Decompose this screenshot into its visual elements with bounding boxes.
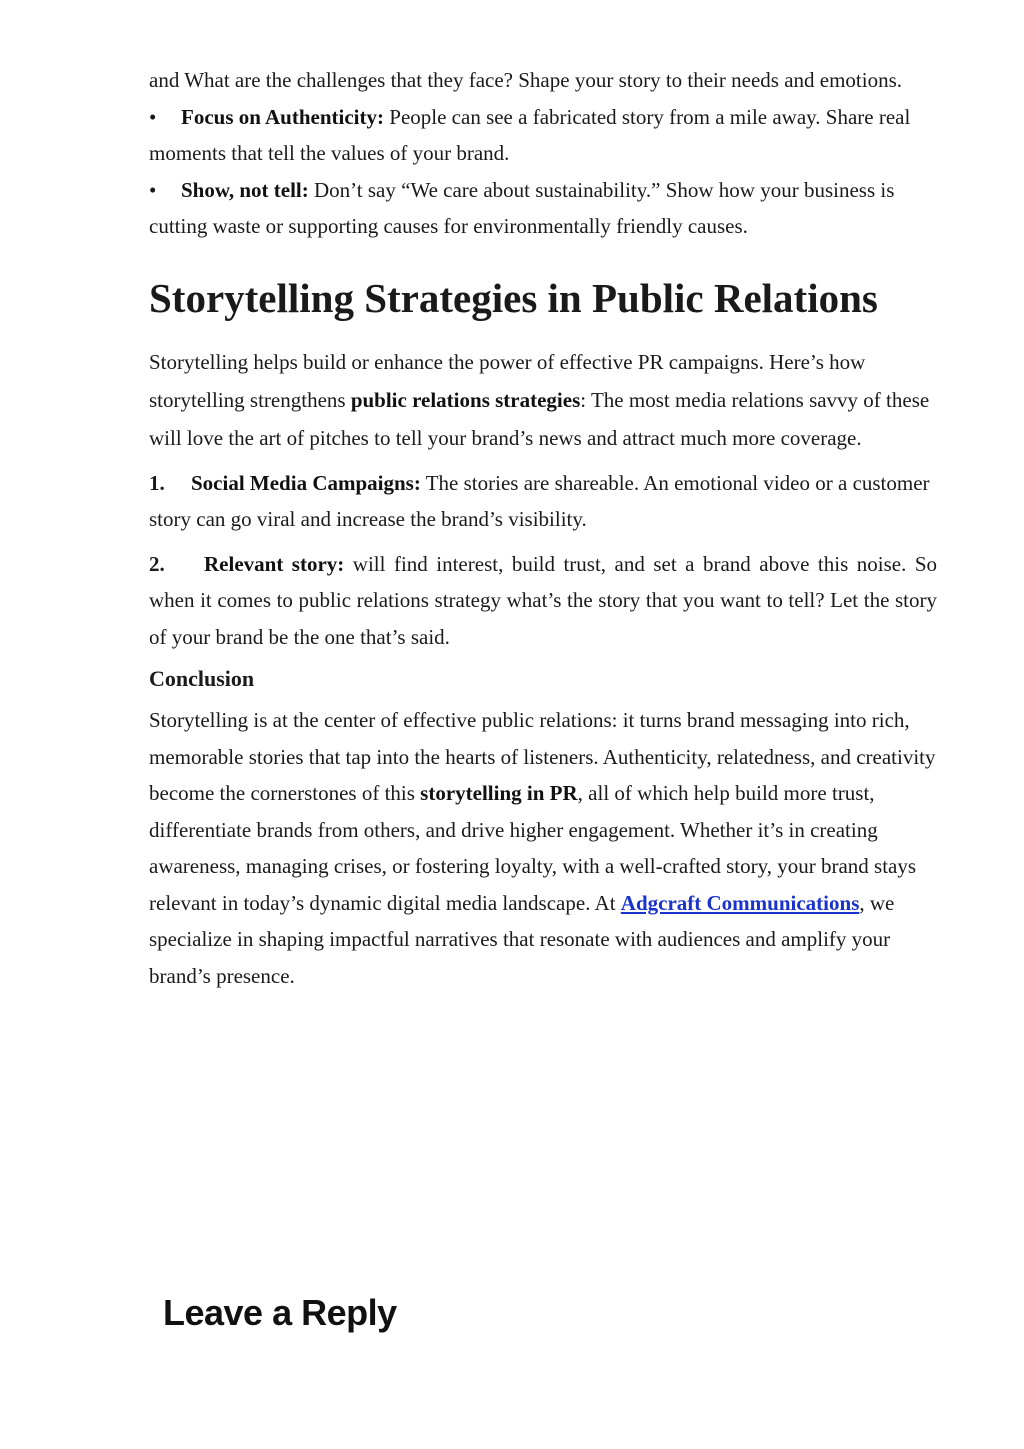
bullet-label: Show, not tell: xyxy=(181,177,309,202)
item-number: 1. xyxy=(149,470,165,495)
section-heading: Storytelling Strategies in Public Relations xyxy=(149,274,878,321)
numbered-item-1 xyxy=(149,465,937,538)
item-text: The stories are shareable. An emotional video or a customer story can go viral and increase the brand’s visibility. xyxy=(149,470,930,531)
bullet-show-not-tell xyxy=(149,172,937,245)
bullet-label: Focus on Authenticity: xyxy=(181,104,385,129)
bullet-authenticity xyxy=(149,99,937,172)
conclusion-text: Storytelling is at the center of effective public relations: it turns brand messaging into rich, memorable stories that tap into the hearts of listeners. Authenticity, relatedness, and creativity become the cornerstones of this xyxy=(149,708,936,805)
bullet-symbol: • xyxy=(149,104,157,129)
adgcraft-link[interactable]: Adgcraft Communications xyxy=(620,890,860,915)
paragraph-bold: public relations strategies xyxy=(350,387,581,412)
intro-continuation: and What are the challenges that they face? Shape your story to their needs and emotions. xyxy=(149,68,903,92)
item-label: Social Media Campaigns: xyxy=(191,470,421,495)
bullet-symbol: • xyxy=(149,177,157,202)
bullet-text: People can see a fabricated story from a mile away. Share real moments that tell the values of your brand. xyxy=(149,104,911,165)
section-paragraph xyxy=(149,343,937,457)
article-body xyxy=(149,62,937,994)
conclusion-text: , we specialize in shaping impactful narratives that resonate with audiences and amplify your brand’s presence. xyxy=(149,890,895,988)
item-text: will find interest, build trust, and set a brand above this noise. So when it comes to public relations strategy what’s the story that you want to tell? Let the story of your brand be the one that’s said. xyxy=(149,551,937,649)
numbered-item-2 xyxy=(149,546,937,656)
bullet-text: Don’t say “We care about sustainability.” Show how your business is cutting waste or supporting causes for environmentally friendly causes. xyxy=(149,177,895,238)
paragraph-text: Storytelling helps build or enhance the power of effective PR campaigns. Here’s how storytelling strengthens xyxy=(149,349,866,412)
conclusion-bold: storytelling in PR xyxy=(420,781,578,805)
paragraph-text: : The most media relations savvy of these will love the art of pitches to tell your brand’s news and attract much more coverage. xyxy=(149,387,930,450)
conclusion-text: , all of which help build more trust, differentiate brands from others, and drive higher engagement. Whether it’s in creating awareness, managing crises, or fostering loyalty, with a well-crafted story, your brand stays relevant in today’s dynamic digital media landscape. At xyxy=(149,781,917,915)
conclusion-heading: Conclusion xyxy=(149,666,255,691)
leave-reply-heading: Leave a Reply xyxy=(163,1292,397,1333)
item-number: 2. xyxy=(149,551,165,576)
conclusion-paragraph xyxy=(149,702,937,994)
item-label: Relevant story: xyxy=(204,551,345,576)
